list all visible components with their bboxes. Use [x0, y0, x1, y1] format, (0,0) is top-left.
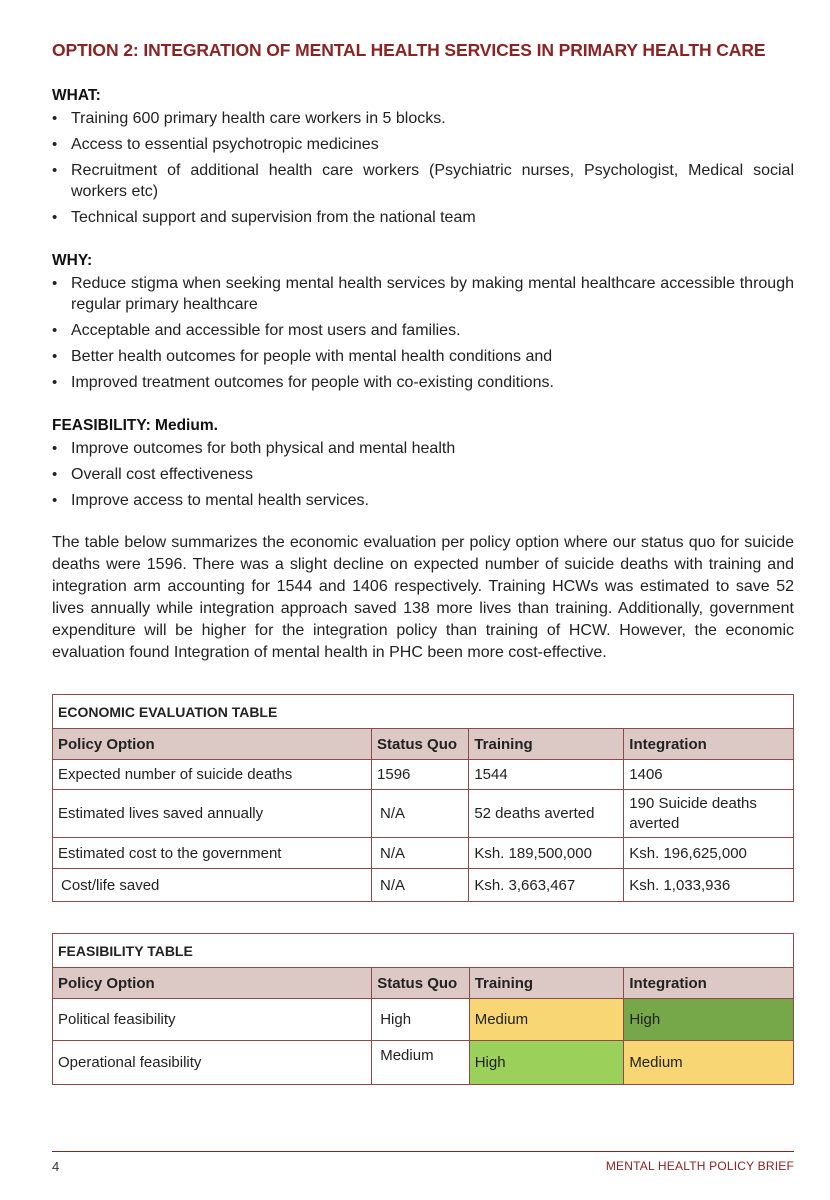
list-item: • Recruitment of additional health care workers (Psychiatric nurses, Psychologist, Medical social workers etc): [52, 160, 794, 202]
footer-divider: [52, 1151, 794, 1152]
what-heading: WHAT:: [52, 87, 101, 104]
list-item: • Technical support and supervision from the national team: [52, 207, 794, 228]
training-cell: Ksh. 3,663,467: [469, 869, 624, 902]
integration-cell: 190 Suicide deaths averted: [624, 790, 794, 838]
integration-cell: Ksh. 1,033,936: [624, 869, 794, 902]
integration-cell: 1406: [624, 760, 794, 790]
footer-title: MENTAL HEALTH POLICY BRIEF: [605, 1159, 794, 1173]
list-item: • Overall cost effectiveness: [52, 464, 794, 485]
header-status-quo: Status Quo: [372, 729, 469, 760]
training-cell: 52 deaths averted: [469, 790, 624, 838]
header-status-quo: Status Quo: [372, 968, 470, 999]
training-cell: High: [469, 1041, 624, 1085]
status-quo-cell: High: [372, 999, 470, 1041]
header-training: Training: [469, 729, 624, 760]
economic-table-title: ECONOMIC EVALUATION TABLE: [53, 695, 794, 729]
feasibility-table: [52, 933, 794, 1085]
list-item: • Improved treatment outcomes for people with co-existing conditions.: [52, 372, 794, 393]
feasibility-list: [52, 438, 794, 511]
status-quo-cell: N/A: [372, 790, 469, 838]
training-cell: Medium: [469, 999, 624, 1041]
header-integration: Integration: [624, 968, 794, 999]
header-policy-option: Policy Option: [53, 968, 372, 999]
integration-cell: High: [624, 999, 794, 1041]
row-label: Estimated lives saved annually: [53, 790, 372, 838]
table-row: [53, 838, 794, 869]
summary-paragraph: The table below summarizes the economic evaluation per policy option where our status quo for suicide deaths were 1596. There was a slight decline on expected number of suicide deaths with training and integration arm accounting for 1544 and 1406 respectively. Training HCWs was estimated to save 52 lives annually while integration approach saved 138 more lives than training. Additionally, government expenditure will be higher for the integration policy than training of HCW. However, the economic evaluation found Integration of mental health in PHC been more cost-effective.: [52, 534, 794, 661]
feasibility-table-title: FEASIBILITY TABLE: [53, 934, 794, 968]
page-number: 4: [52, 1159, 60, 1174]
status-quo-cell: N/A: [372, 838, 469, 869]
list-item: • Better health outcomes for people with mental health conditions and: [52, 346, 794, 367]
why-heading: WHY:: [52, 252, 93, 269]
what-list: [52, 108, 794, 228]
page-content: [52, 40, 794, 1085]
row-label: Estimated cost to the government: [53, 838, 372, 869]
page-title: OPTION 2: INTEGRATION OF MENTAL HEALTH SERVICES IN PRIMARY HEALTH CARE: [52, 40, 766, 60]
training-cell: 1544: [469, 760, 624, 790]
list-item: • Reduce stigma when seeking mental health services by making mental healthcare accessible through regular primary healthcare: [52, 273, 794, 315]
status-quo-cell: Medium: [372, 1041, 470, 1085]
row-label: Political feasibility: [53, 999, 372, 1041]
status-quo-cell: N/A: [372, 869, 469, 902]
status-quo-cell: 1596: [372, 760, 469, 790]
header-policy-option: Policy Option: [53, 729, 372, 760]
why-list: [52, 273, 794, 393]
header-integration: Integration: [624, 729, 794, 760]
row-label: Operational feasibility: [53, 1041, 372, 1085]
table-row: [53, 760, 794, 790]
integration-cell: Ksh. 196,625,000: [624, 838, 794, 869]
feasibility-heading: FEASIBILITY: Medium.: [52, 417, 218, 434]
row-label: Cost/life saved: [53, 869, 372, 902]
list-item: • Improve access to mental health services.: [52, 490, 794, 511]
list-item: • Training 600 primary health care workers in 5 blocks.: [52, 108, 794, 129]
economic-evaluation-table: [52, 694, 794, 902]
table-row: [53, 999, 794, 1041]
list-item: • Access to essential psychotropic medicines: [52, 134, 794, 155]
table-row: [53, 1041, 794, 1085]
list-item: • Improve outcomes for both physical and mental health: [52, 438, 794, 459]
integration-cell: Medium: [624, 1041, 794, 1085]
training-cell: Ksh. 189,500,000: [469, 838, 624, 869]
row-label: Expected number of suicide deaths: [53, 760, 372, 790]
table-row: [53, 869, 794, 902]
table-row: [53, 790, 794, 838]
header-training: Training: [469, 968, 624, 999]
list-item: • Acceptable and accessible for most users and families.: [52, 320, 794, 341]
